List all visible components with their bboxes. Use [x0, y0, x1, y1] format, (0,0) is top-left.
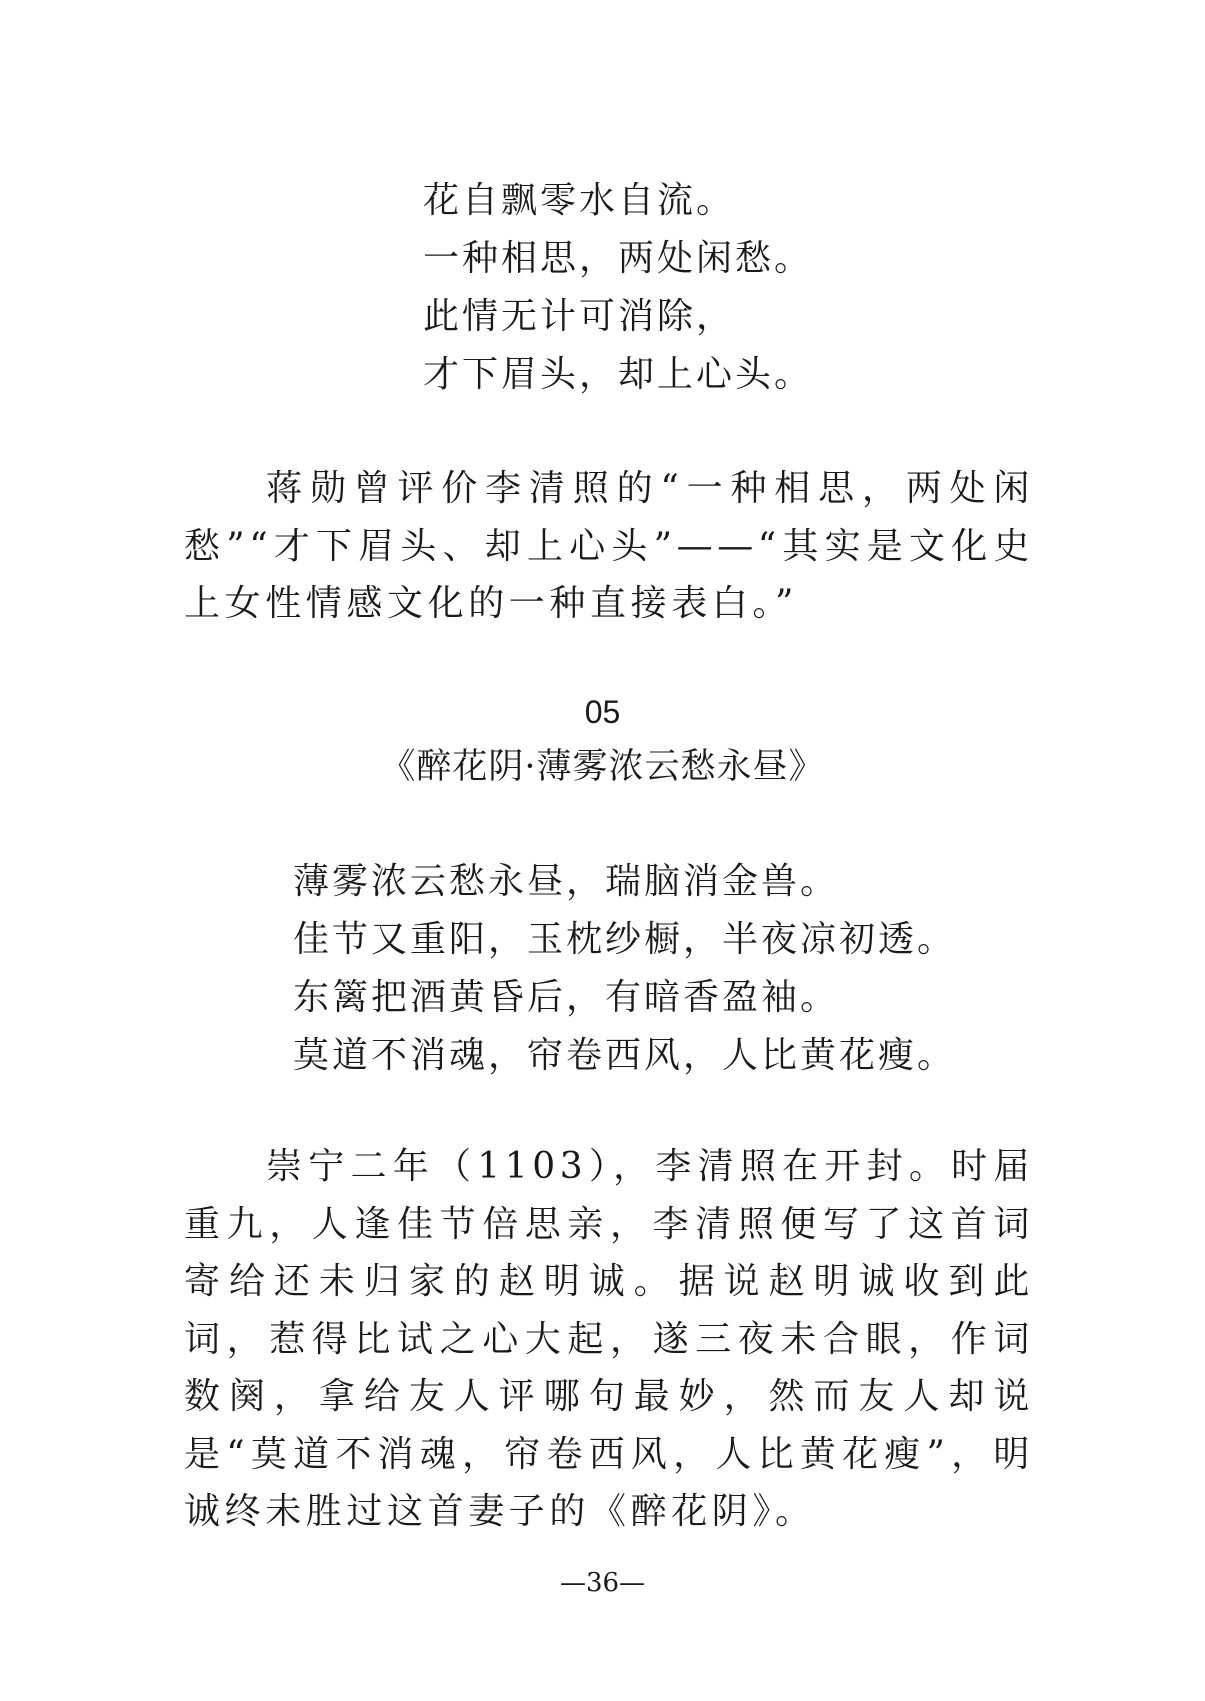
page-number: —36—	[559, 1568, 646, 1598]
poem-line: 花自飘零水自流。	[423, 180, 736, 221]
poem-text	[293, 853, 956, 1085]
poem-line: 莫道不消魂，帘卷西风，人比黄花瘦。	[293, 1035, 957, 1076]
commentary-paragraph: 蒋勋曾评价李清照的“一种相思，两处闲愁”“才下眉头、却上心头”——“其实是文化史上女性情感文化的一种直接表白。”	[184, 468, 1034, 624]
poem-line: 才下眉头，却上心头。	[423, 354, 814, 395]
poem-fragment	[423, 172, 813, 404]
poem-line: 一种相思，两处闲愁。	[423, 238, 814, 279]
poem-line: 佳节又重阳，玉枕纱橱，半夜凉初透。	[293, 919, 957, 960]
section-number: 05	[584, 694, 621, 730]
poem-line: 东篱把酒黄昏后，有暗香盈袖。	[293, 977, 840, 1018]
poem-line: 此情无计可消除，	[423, 296, 736, 337]
commentary-paragraph: 崇宁二年（1103），李清照在开封。时届重九，人逢佳节倍思亲，李清照便写了这首词寄给还未归家的赵明诚。据说赵明诚收到此词，惹得比试之心大起，遂三夜未合眼，作词数阕，拿给友人评哪句最妙，然而友人却说是“莫道不消魂，帘卷西风，人比黄花瘦”，明诚终未胜过这首妻子的《醉花阴》。	[184, 1146, 1034, 1532]
poem-line: 薄雾浓云愁永昼，瑞脑消金兽。	[293, 861, 840, 902]
section-title: 《醉花阴·薄雾浓云愁永昼》	[380, 747, 825, 787]
